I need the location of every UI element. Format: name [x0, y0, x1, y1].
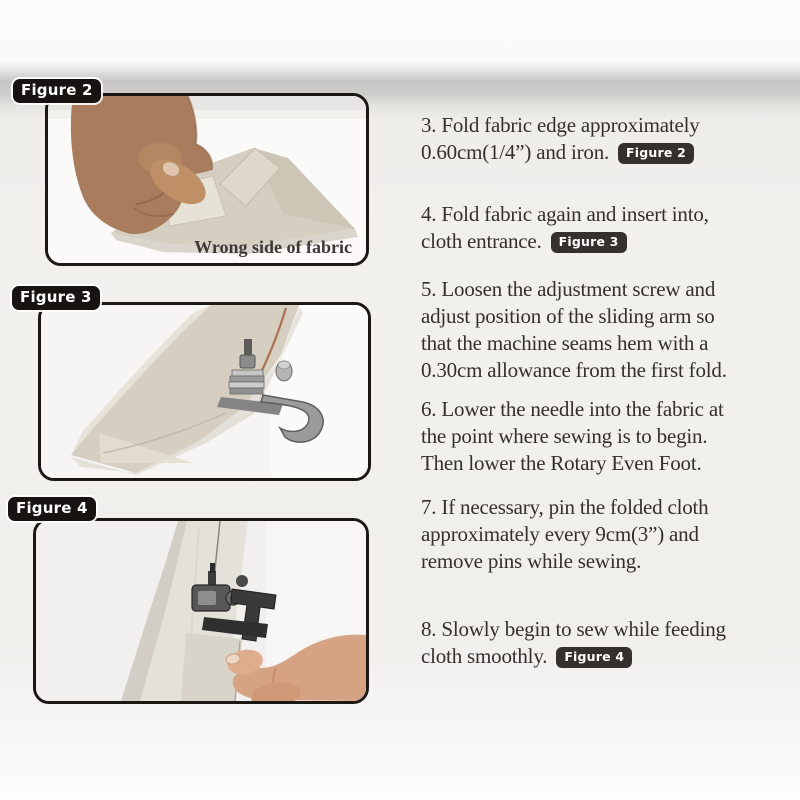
figure-2-inline-badge: Figure 2	[618, 143, 694, 164]
figure-3-badge: Figure 3	[12, 286, 100, 310]
step-4-text: 4. Fold fabric again and insert into, cloth entrance.	[421, 202, 709, 253]
figure-4-frame	[33, 518, 369, 704]
step-3-text: 3. Fold fabric edge approximately 0.60cm(1/4”) and iron.	[421, 113, 700, 164]
step-7	[421, 494, 793, 575]
figure-4-photo	[36, 521, 366, 701]
figure-4-badge: Figure 4	[8, 497, 96, 521]
figure-2-frame	[45, 93, 369, 266]
figure-3-inline-badge: Figure 3	[551, 232, 627, 253]
figure-4-inline-badge: Figure 4	[556, 647, 632, 668]
step-4	[421, 201, 793, 255]
step-5-text: 5. Loosen the adjustment screw and adjust position of the sliding arm so that the machine seams hem with a 0.30cm allowance from the first fold.	[421, 277, 727, 382]
step-3	[421, 112, 793, 166]
figure-2-badge: Figure 2	[13, 79, 101, 103]
figure-3-frame	[38, 302, 371, 481]
step-8-text: 8. Slowly begin to sew while feeding cloth smoothly.	[421, 617, 726, 668]
step-5	[421, 276, 793, 384]
figure-3-photo	[41, 305, 368, 478]
step-6-text: 6. Lower the needle into the fabric at the point where sewing is to begin. Then lower the Rotary Even Foot.	[421, 397, 724, 475]
step-8	[421, 616, 793, 670]
step-7-text: 7. If necessary, pin the folded cloth approximately every 9cm(3”) and remove pins while sewing.	[421, 495, 709, 573]
step-6	[421, 396, 793, 477]
figure-2-caption: Wrong side of fabric	[194, 237, 352, 257]
